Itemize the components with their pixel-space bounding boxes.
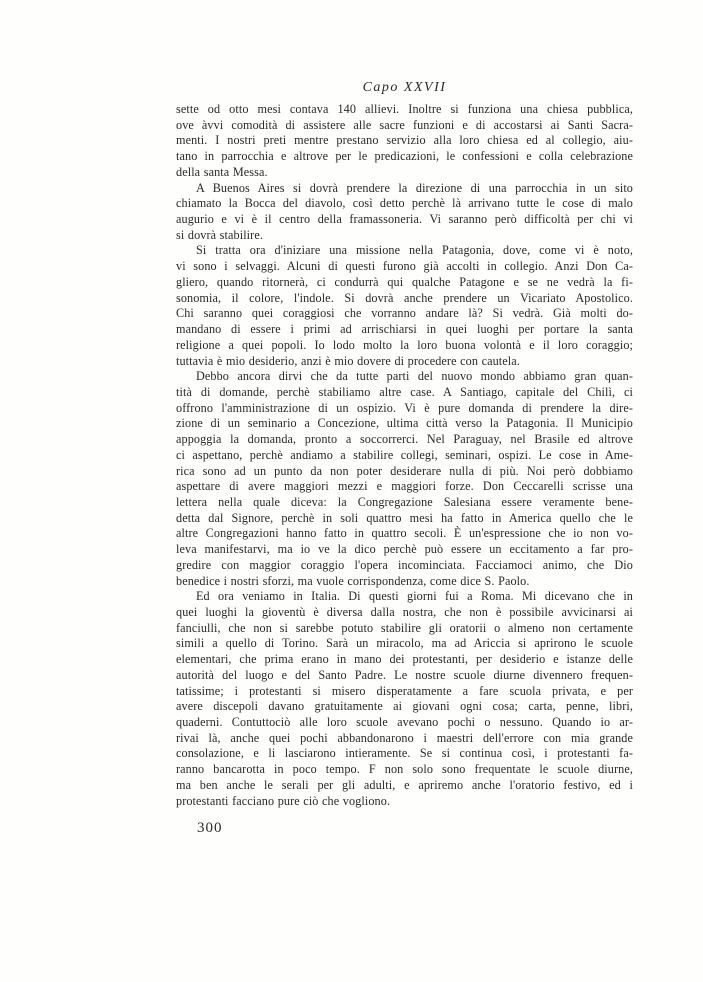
text-line: simili a quello di Torino. Sarà un miracolo, ma ad Ariccia si aprirono le scuole [176,636,633,651]
paragraph [176,243,633,369]
text-line: ci aspettano, perchè andiamo a stabilire collegi, seminari, ospizi. Le cose in Ame- [176,447,633,462]
text-line: rica sono ad un punto da non poter desiderare nulla di più. Noi però dobbiamo [176,463,633,478]
text-line: Chi saranno quei coraggiosi che vorranno andare là? Si vedrà. Già molti do- [176,306,633,321]
text-line: menti. I nostri preti mentre prestano servizio alla loro chiesa ed al collegio, aiu- [176,133,633,148]
text-line: ranno bancarotta in poco tempo. F non solo sono frequentate le scuole diurne, [176,762,633,777]
text-line: quaderni. Contuttociò alle loro scuole avevano pochi o nessuno. Quando io ar- [176,715,633,730]
text-line: rivai là, anche quei pochi abbandonarono i maestri dell'errore con mia grande [176,730,633,745]
text-line: leva manifestarvi, ma io ve la dico perchè può essere un eccitamento a far pro- [176,542,633,557]
text-line: quei luoghi la gioventù è diversa dalla nostra, che non è possibile avvicinarsi ai [176,605,633,619]
text-line: augurio e vi è il centro della framassoneria. Vi saranno però difficoltà per chi vi [176,212,633,227]
text-line: Si tratta ora d'iniziare una missione nella Patagonia, dove, come vi è noto, [196,243,633,258]
paragraph [176,102,633,181]
text-line: Ed ora veniamo in Italia. Di questi giorni fui a Roma. Mi dicevano che in [196,589,633,604]
paragraph [176,369,633,589]
text-line: aspettare di avere maggiori mezzi e maggiori forze. Don Ceccarelli scrisse una [176,479,633,494]
text-line: consolazione, e li lasciarono intieramente. Se si continua così, i protestanti fa- [176,746,633,761]
paragraph [176,181,633,244]
text-line: sonomia, il colore, l'indole. Si dovrà anche prendere un Vicariato Apostolico. [176,290,633,305]
text-line: della santa Messa. [176,164,268,179]
text-line: elementari, che prima erano in mano dei protestanti, per desiderio e istanze delle [176,652,633,667]
text-line: tuttavia è mio desiderio, anzi è mio dovere di procedere con cautela. [176,353,520,368]
text-line: benedice i nostri sforzi, ma vuole corrispondenza, come dice S. Paolo. [176,573,530,588]
text-line: Debbo ancora dirvi che da tutte parti del nuovo mondo abbiamo gran quan- [196,369,633,384]
text-line: religione a quei popoli. Io lodo molto la loro buona volontà e il loro coraggio; [176,337,633,352]
text-line: zione di un seminario a Concezione, ultima città verso la Patagonia. Il Municipio [176,416,633,431]
text-line: autorità del luogo e del Santo Padre. Le nostre scuole diurne divennero frequen- [176,667,633,682]
text-line: offrono l'amministrazione di un ospizio. Vi è pure domanda di prendere la dire- [176,400,633,415]
text-block [176,102,633,809]
text-line: gredire con maggior coraggio l'opera incominciata. Facciamoci animo, che Dio [176,557,633,572]
text-line: gliero, quando ritornerà, ci condurrà qui qualche Patagone e se ne vedrà la fi- [176,274,633,289]
text-line: ma ben anche le serali per gli adulti, e apriremo anche l'oratorio festivo, ed i [176,777,633,792]
text-line: fanciulli, che non si sarebbe potuto stabilire gli oratorii o almeno non certamente [176,620,633,635]
text-line: sette od otto mesi contava 140 allievi. Inoltre si funziona una chiesa pubblica, [176,102,633,116]
text-line: altre Congregazioni hanno fatto in quattro secoli. È un'espressione che io non vo- [176,526,633,541]
text-line: tità di domande, perchè stabiliamo altre case. A Santiago, capitale del Chilì, ci [176,384,633,399]
running-head: Capo XXVII [362,80,447,95]
text-line: ove àvvi comodità di assistere alle sacre funzioni e di accostarsi ai Santi Sacra- [176,117,633,132]
text-line: tano in parrocchia e altrove per le predicazioni, le confessioni e colla celebrazione [176,149,633,164]
text-line: A Buenos Aires si dovrà prendere la direzione di una parrocchia in un sito [196,180,633,195]
text-line: appoggia la domanda, pronto a soccorrerci. Nel Paraguay, nel Brasile ed altrove [176,432,633,447]
text-line: lettera nella quale diceva: la Congregazione Salesiana essere veramente bene- [176,494,633,509]
text-line: detta dal Signore, perchè in soli quattro mesi ha fatto in America quello che le [176,510,633,525]
text-line: mandano di essere i primi ad arrischiarsi in quei luoghi per portare la santa [176,322,633,337]
text-line: protestanti facciano pure ciò che vogliono. [176,793,391,808]
text-line: si dovrà stabilire. [176,227,263,242]
paragraph [176,589,633,809]
text-line: tatissime; i protestanti si misero disperatamente a fare scuola privata, e per [176,683,633,698]
text-line: avere discepoli davano gratuitamente ai giovani ogni cosa; carta, penne, libri, [176,699,633,714]
page-number: 300 [197,820,223,836]
text-line: chiamato la Bocca del diavolo, così detto perchè là arrivano tutte le cose di malo [176,196,633,211]
text-line: vi sono i selvaggi. Alcuni di questi furono già accolti in collegio. Anzi Don Ca- [176,259,633,274]
